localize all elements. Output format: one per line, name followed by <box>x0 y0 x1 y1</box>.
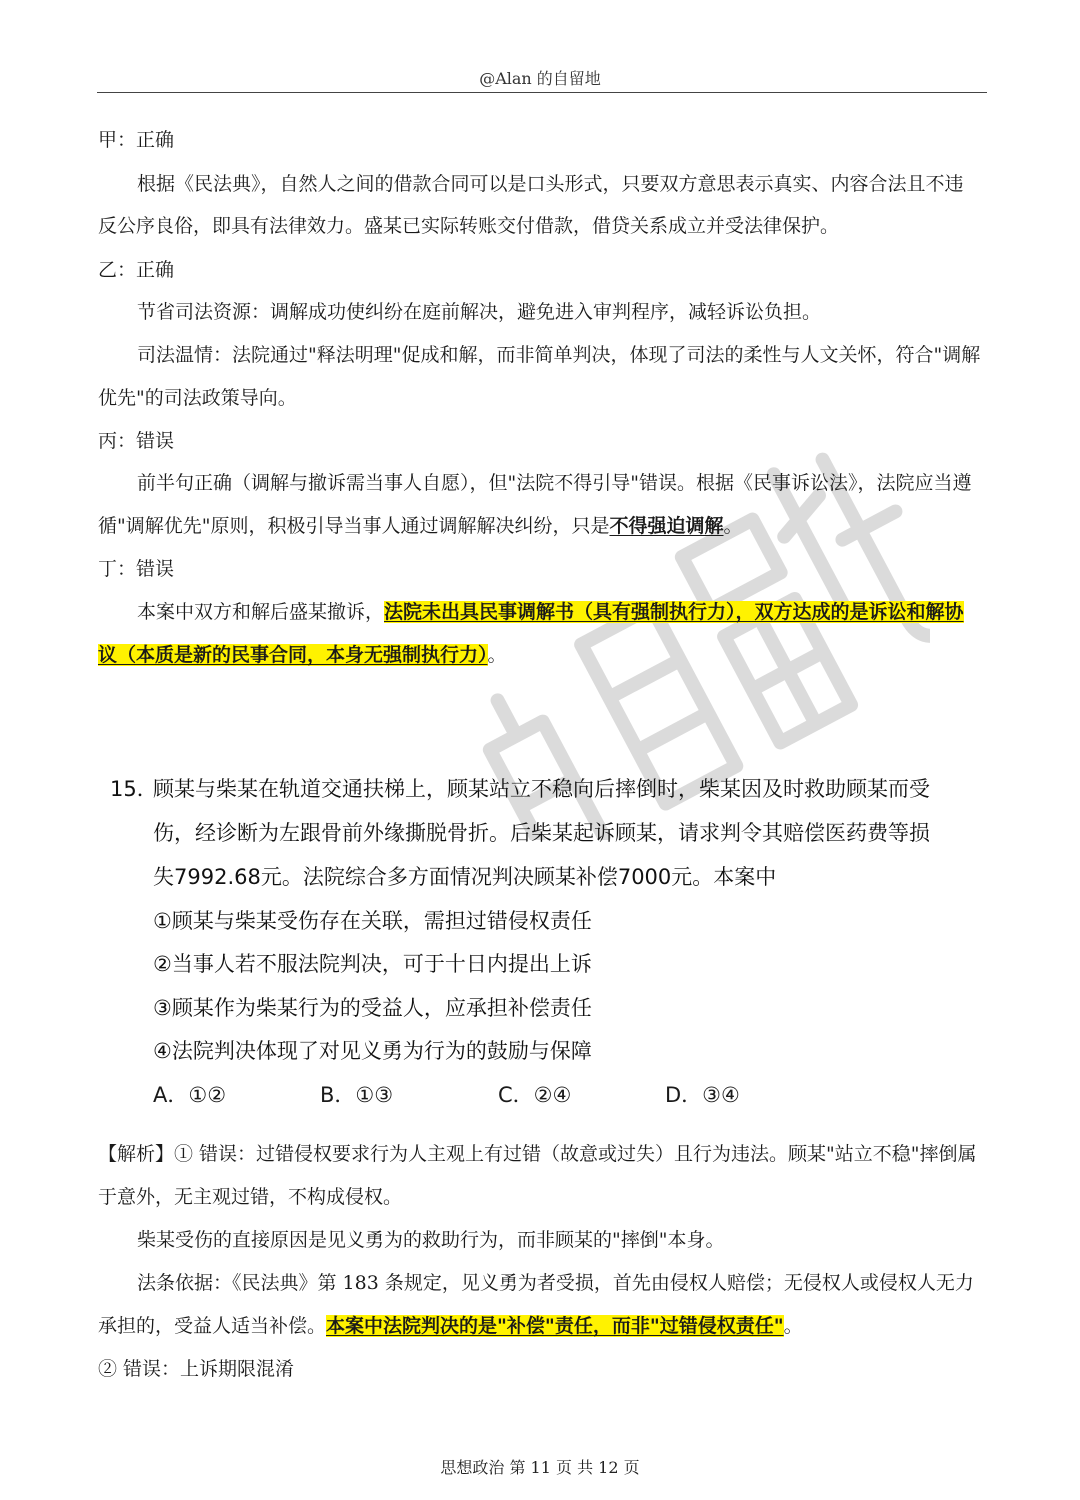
analysis-line-5-end: 。 <box>783 1315 803 1337</box>
analysis-line-5-highlight: 本案中法院判决的是"补偿"责任，而非"过错侵权责任" <box>326 1315 784 1337</box>
header-divider <box>97 92 987 93</box>
yi-text-2: 司法温情：法院通过"释法明理"促成和解，而非简单判决，体现了司法的柔性与人文关怀，符合"调解 <box>137 344 981 366</box>
yi-text-1: 节省司法资源：调解成功使纠纷在庭前解决，避免进入审判程序，减轻诉讼负担。 <box>137 301 822 323</box>
question-item-4: ④法院判决体现了对见义勇为行为的鼓励与保障 <box>153 1039 592 1063</box>
bing-text-2-underlined: 不得强迫调解 <box>609 515 724 537</box>
bing-text-2 <box>98 512 743 540</box>
ding-text-2-highlight: 议（本质是新的民事合同，本身无强制执行力） <box>98 644 488 666</box>
ding-text-1-plain: 本案中双方和解后盛某撤诉， <box>137 601 385 623</box>
bing-label: 丙：错误 <box>98 430 175 452</box>
question-item-1: ①顾某与柴某受伤存在关联，需担过错侵权责任 <box>153 909 592 933</box>
analysis-line-6: ② 错误：上诉期限混淆 <box>98 1358 295 1380</box>
analysis-line-4: 法条依据：《民法典》第 183 条规定，见义勇为者受损，首先由侵权人赔偿；无侵权人或侵权人无力 <box>137 1272 974 1294</box>
question-number: 15． <box>110 777 158 801</box>
ding-text-2 <box>98 641 507 669</box>
page-footer: 思想政治 第 11 页 共 12 页 <box>440 1458 640 1477</box>
jia-label: 甲：正确 <box>98 129 175 151</box>
analysis-line-2: 于意外，无主观过错，不构成侵权。 <box>98 1186 403 1208</box>
question-stem-3: 失7992.68元。法院综合多方面情况判决顾某补偿7000元。本案中 <box>153 865 777 889</box>
jia-text-1: 根据《民法典》，自然人之间的借款合同可以是口头形式，只要双方意思表示真实、内容合法且不违 <box>137 173 964 195</box>
analysis-line-5 <box>98 1312 803 1340</box>
bing-text-1: 前半句正确（调解与撤诉需当事人自愿），但"法院不得引导"错误。根据《民事诉讼法》，法院应当遵 <box>137 472 972 494</box>
option-d: D．③④ <box>665 1083 740 1107</box>
question-stem-2: 伤，经诊断为左跟骨前外缘撕脱骨折。后柴某起诉顾某，请求判令其赔偿医药费等损 <box>153 821 930 845</box>
jia-text-2: 反公序良俗，即具有法律效力。盛某已实际转账交付借款，借贷关系成立并受法律保护。 <box>98 215 840 237</box>
analysis-line-1: 【解析】① 错误：过错侵权要求行为人主观上有过错（故意或过失）且行为违法。顾某"站立不稳"摔倒属 <box>98 1143 977 1165</box>
bing-text-2-end: 。 <box>723 515 743 537</box>
option-a: A．①② <box>153 1083 227 1107</box>
ding-text-1-highlight: 法院未出具民事调解书（具有强制执行力），双方达成的是诉讼和解协 <box>384 601 964 623</box>
option-b: B．①③ <box>320 1083 394 1107</box>
bing-text-2-plain: 循"调解优先"原则，积极引导当事人通过调解解决纠纷，只是 <box>98 515 610 537</box>
analysis-line-5-plain: 承担的，受益人适当补偿。 <box>98 1315 327 1337</box>
ding-text-2-end: 。 <box>487 644 507 666</box>
analysis-line-3: 柴某受伤的直接原因是见义勇为的救助行为，而非顾某的"摔倒"本身。 <box>137 1229 725 1251</box>
question-stem-1: 顾某与柴某在轨道交通扶梯上，顾某站立不稳向后摔倒时，柴某因及时救助顾某而受 <box>153 777 930 801</box>
ding-label: 丁：错误 <box>98 558 175 580</box>
option-c: C．②④ <box>498 1083 572 1107</box>
question-item-2: ②当事人若不服法院判决，可于十日内提出上诉 <box>153 952 592 976</box>
yi-label: 乙：正确 <box>98 259 175 281</box>
ding-text-1 <box>137 598 964 626</box>
yi-text-3: 优先"的司法政策导向。 <box>98 387 297 409</box>
question-item-3: ③顾某作为柴某行为的受益人，应承担补偿责任 <box>153 996 592 1020</box>
header-title: @Alan 的自留地 <box>479 69 601 88</box>
